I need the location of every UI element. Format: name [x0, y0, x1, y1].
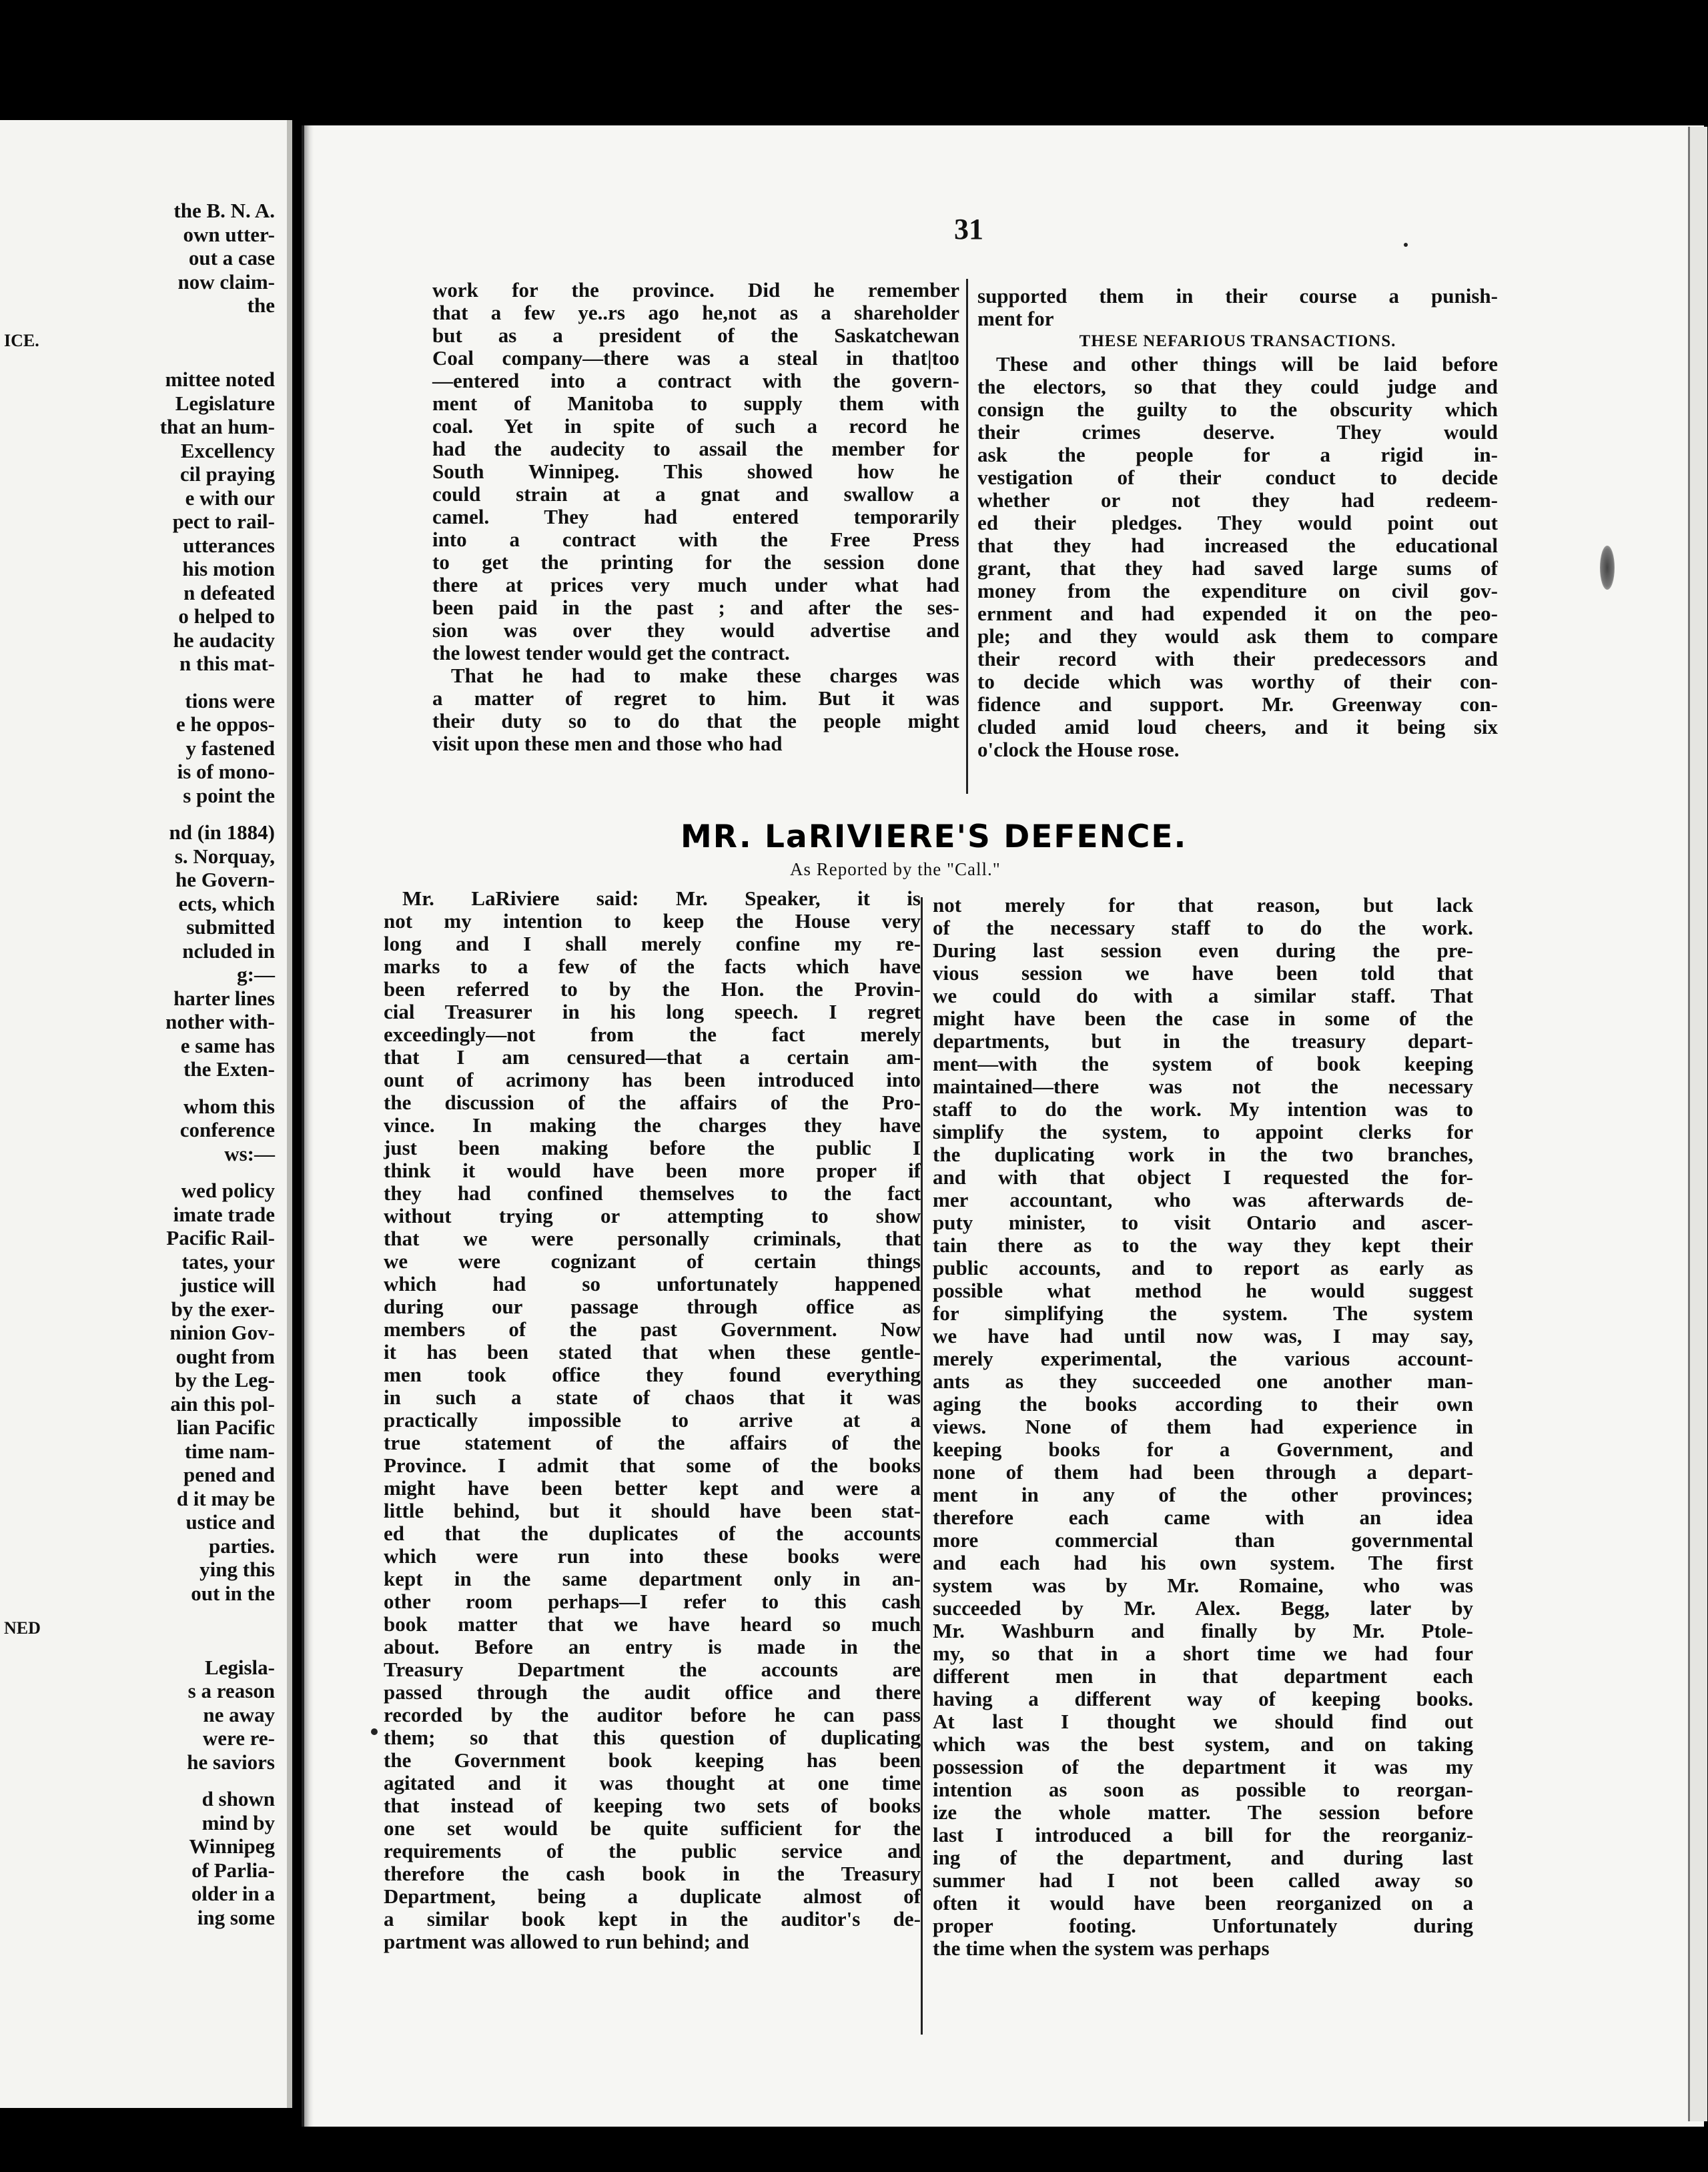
fragment-line: of Parlia- — [191, 1858, 275, 1882]
fragment-line: e same has — [180, 1033, 275, 1057]
fragment-line: the — [247, 294, 275, 317]
fragment-line: ain this pol- — [170, 1392, 275, 1416]
fragment-line: ws:— — [224, 1141, 275, 1165]
text-line: to decide which was worthy of their con- — [977, 670, 1498, 693]
text-line: agitated and it was thought at one time — [384, 1771, 921, 1794]
bottom-left-column — [384, 887, 921, 1953]
text-line: a similar book kept in the auditor's de- — [384, 1907, 921, 1931]
text-line: o'clock the House rose. — [977, 738, 1180, 761]
fragment-line: now claim- — [177, 269, 275, 294]
text-line: it has been stated that when these gentle- — [384, 1340, 921, 1364]
text-line: marks to a few of the facts which have — [384, 955, 921, 978]
text-line: That he had to make these charges was — [451, 664, 959, 687]
fragment-line: o helped to — [178, 604, 275, 628]
text-line: there at prices very much under what had — [432, 573, 959, 596]
fragment-line: ying this — [199, 1558, 275, 1581]
fragment-line: y fastened — [185, 736, 275, 760]
text-line: different men in that department each — [933, 1664, 1473, 1688]
fragment-line: Pacific Rail- — [166, 1226, 275, 1249]
fragment-line: by the exer- — [171, 1297, 275, 1321]
fragment-line: older in a — [191, 1882, 275, 1905]
fragment-line: out in the — [191, 1581, 275, 1605]
text-line: sion was over they would advertise and — [432, 618, 959, 642]
text-line: These and other things will be laid before — [996, 352, 1498, 376]
text-line: Coal company—there was a steal in that|too — [432, 346, 959, 370]
fragment-line: Legisla- — [204, 1655, 275, 1679]
fragment-line: nother with- — [165, 1010, 275, 1033]
fragment-line: by the Leg- — [175, 1368, 275, 1392]
text-line: the Government book keeping has been — [384, 1748, 921, 1772]
fragment-line: tions were — [185, 688, 275, 712]
text-line: which was the best system, and on taking — [933, 1732, 1473, 1756]
text-line: views. None of them had experience in — [933, 1415, 1473, 1438]
text-line: might have been the case in some of the — [933, 1007, 1473, 1030]
text-line: vious session we have been told that — [933, 961, 1473, 985]
text-line: the lowest tender would get the contract. — [432, 641, 790, 664]
fragment-line: lian Pacific — [176, 1416, 275, 1439]
text-line: ize the whole matter. The session before — [933, 1800, 1473, 1824]
text-line: maintained—there was not the necessary — [933, 1075, 1473, 1098]
text-line: therefore the cash book in the Treasury — [384, 1862, 921, 1885]
text-line: and each had his own system. The first — [933, 1551, 1473, 1574]
fragment-line: Winnipeg — [189, 1834, 275, 1858]
fragment-line: he audacity — [173, 628, 275, 652]
text-line: long and I shall merely confine my re- — [384, 932, 921, 955]
text-line: about. Before an entry is made in the — [384, 1635, 921, 1658]
text-line: cial Treasurer in his long speech. I regret — [384, 1000, 921, 1023]
fragment-line: imate trade — [173, 1202, 275, 1226]
text-line: little behind, but it should have been stat- — [384, 1499, 921, 1522]
text-line: the duplicating work in the two branches, — [933, 1143, 1473, 1166]
text-line: we could do with a similar staff. That — [933, 984, 1473, 1007]
text-line: one set would be quite sufficient for the — [384, 1816, 921, 1840]
text-line: camel. They had entered temporarily — [432, 505, 959, 528]
fragment-line: ought from — [175, 1344, 275, 1368]
text-line: that we were personally criminals, that — [384, 1227, 921, 1250]
fragment-line: tates, your — [181, 1249, 275, 1273]
fragment-line: n this mat- — [179, 652, 275, 675]
ink-dot — [371, 1728, 378, 1735]
text-line: ment for — [977, 307, 1054, 330]
fragment-line: mind by — [201, 1810, 275, 1834]
text-line: THESE NEFARIOUS TRANSACTIONS. — [1079, 332, 1396, 350]
text-line: ment of Manitoba to supply them with — [432, 392, 959, 415]
text-line: could strain at a gnat and swallow a — [432, 482, 959, 506]
fragment-line: he saviors — [187, 1750, 275, 1774]
column-rule-top — [966, 279, 968, 794]
text-line: my, so that in a short time we had four — [933, 1642, 1473, 1665]
fragment-line: were re- — [202, 1726, 275, 1750]
fragment-line: own utter- — [183, 222, 275, 246]
text-line: Province. I admit that some of the books — [384, 1454, 921, 1477]
text-line: Mr. LaRiviere said: Mr. Speaker, it is — [402, 887, 921, 910]
text-line: men took office they found everything — [384, 1363, 921, 1386]
fragment-line: pened and — [183, 1463, 275, 1486]
text-line: ple; and they would ask them to compare — [977, 624, 1498, 648]
article-byline: As Reported by the "Call." — [790, 859, 1001, 879]
text-line: ount of acrimony has been introduced into — [384, 1068, 921, 1091]
fragment-line: ncluded in — [182, 939, 275, 963]
top-left-column — [432, 279, 959, 755]
fragment-line: the Exten- — [183, 1057, 275, 1081]
fragment-line: s a reason — [187, 1679, 275, 1702]
text-line: without trying or attempting to show — [384, 1204, 921, 1227]
text-line: just been making before the public I — [384, 1136, 921, 1159]
text-line: that they had increased the educational — [977, 534, 1498, 557]
fragment-line: conference — [179, 1118, 275, 1141]
text-line: kept in the same department only in an- — [384, 1567, 921, 1590]
top-right-column — [977, 285, 1498, 761]
text-line: requirements of the public service and — [384, 1839, 921, 1862]
text-line: ernment and had expended it on the peo- — [977, 602, 1498, 625]
fragment-line: utterances — [183, 533, 275, 557]
fragment-line: his motion — [182, 557, 275, 580]
text-line: to get the printing for the session done — [432, 550, 959, 574]
fragment-line: the B. N. A. — [173, 199, 275, 222]
text-line: tain there as to the way they kept their — [933, 1233, 1473, 1257]
text-line: recorded by the auditor before he can pass — [384, 1703, 921, 1726]
text-line: At last I thought we should find out — [933, 1710, 1473, 1733]
text-line: had the audecity to assail the member for — [432, 437, 959, 460]
fragment-line: nd (in 1884) — [169, 821, 275, 844]
fragment-line: that an hum- — [159, 415, 275, 438]
text-line: aging the books according to their own — [933, 1392, 1473, 1416]
text-line: which were run into these books were — [384, 1544, 921, 1568]
text-line: their duty so to do that the people might — [432, 709, 959, 732]
text-line: ask the people for a rigid in- — [977, 443, 1498, 466]
text-line: that a few ye..rs ago he,not as a shareholder — [432, 301, 959, 324]
text-line: supported them in their course a punish- — [977, 284, 1498, 308]
text-line: ment—with the system of book keeping — [933, 1052, 1473, 1075]
text-line: South Winnipeg. This showed how he — [432, 460, 959, 483]
text-line: coal. Yet in spite of such a record he — [432, 414, 959, 438]
text-line: of the necessary staff to do the work. — [933, 916, 1473, 939]
text-line: staff to do the work. My intention was to — [933, 1097, 1473, 1121]
fragment-line: Excellency — [180, 438, 275, 462]
fragment-line: time nam- — [184, 1439, 275, 1463]
text-line: more commercial than governmental — [933, 1528, 1473, 1552]
text-line: During last session even during the pre- — [933, 939, 1473, 962]
text-line: simplify the system, to appoint clerks for — [933, 1120, 1473, 1143]
page-edge — [1688, 127, 1707, 2121]
column-rule-bottom — [921, 897, 923, 2035]
text-line: them; so that this question of duplicating — [384, 1726, 921, 1749]
fragment-line: justice will — [179, 1273, 275, 1297]
fragment-line: n defeated — [183, 580, 275, 604]
fragment-line: ing some — [197, 1905, 275, 1929]
text-line: that I am censured—that a certain am- — [384, 1045, 921, 1069]
text-line: book matter that we have heard so much — [384, 1612, 921, 1636]
text-line: cluded amid loud cheers, and it being six — [977, 715, 1498, 738]
fragment-line: d shown — [201, 1787, 275, 1810]
text-line: none of them had been through a depart- — [933, 1460, 1473, 1484]
text-line: been referred to by the Hon. the Provin- — [384, 977, 921, 1001]
text-line: Treasury Department the accounts are — [384, 1658, 921, 1681]
fragment-line: wed policy — [181, 1179, 275, 1202]
text-line: therefore each came with an idea — [933, 1506, 1473, 1529]
text-line: partment was allowed to run behind; and — [384, 1930, 749, 1953]
text-line: ants as they succeeded one another man- — [933, 1370, 1473, 1393]
text-line: which had so unfortunately happened — [384, 1272, 921, 1295]
text-line: their record with their predecessors and — [977, 647, 1498, 670]
text-line: we were cognizant of certain things — [384, 1249, 921, 1273]
text-line: proper footing. Unfortunately during — [933, 1914, 1473, 1937]
fragment-line: ustice and — [185, 1510, 275, 1534]
text-line: Mr. Washburn and finally by Mr. Ptole- — [933, 1619, 1473, 1642]
text-line: the discussion of the affairs of the Pro- — [384, 1091, 921, 1114]
fragment-line: pect to rail- — [172, 510, 275, 533]
text-line: vestigation of their conduct to decide — [977, 466, 1498, 489]
margin-smudge — [1600, 546, 1615, 590]
text-line: —entered into a contract with the govern- — [432, 369, 959, 392]
fragment-line: NED — [4, 1618, 41, 1638]
text-line: grant, that they had saved large sums of — [977, 556, 1498, 580]
text-line: money from the expenditure on civil gov- — [977, 579, 1498, 602]
text-line: vince. In making the charges they have — [384, 1113, 921, 1137]
article-headline: MR. LaRIVIERE'S DEFENCE. — [681, 819, 1188, 855]
text-line: often it would have been reorganized on a — [933, 1891, 1473, 1915]
text-line: mer accountant, who was afterwards de- — [933, 1188, 1473, 1211]
text-line: their crimes deserve. They would — [977, 420, 1498, 444]
text-line: passed through the audit office and there — [384, 1680, 921, 1704]
text-line: not my intention to keep the House very — [384, 909, 921, 933]
text-line: they had confined themselves to the fact — [384, 1181, 921, 1205]
text-line: having a different way of keeping books. — [933, 1687, 1473, 1710]
fragment-line: g:— — [237, 963, 275, 986]
text-line: puty minister, to visit Ontario and ascer- — [933, 1211, 1473, 1234]
text-line: the electors, so that they could judge and — [977, 375, 1498, 398]
text-line: ed that the duplicates of the accounts — [384, 1522, 921, 1545]
fragment-line: s point the — [183, 783, 275, 807]
text-line: succeeded by Mr. Alex. Begg, later by — [933, 1596, 1473, 1620]
text-line: we have had until now was, I may say, — [933, 1324, 1473, 1347]
text-line: whether or not they had redeem- — [977, 488, 1498, 512]
text-line: ing of the department, and during last — [933, 1846, 1473, 1869]
text-line: possession of the department it was my — [933, 1755, 1473, 1778]
fragment-line: parties. — [208, 1534, 275, 1558]
fragment-line: whom this — [183, 1094, 275, 1118]
text-line: ed their pledges. They would point out — [977, 511, 1498, 534]
text-line: merely experimental, the various account- — [933, 1347, 1473, 1370]
text-line: not merely for that reason, but lack — [933, 893, 1473, 917]
fragment-line: cil praying — [179, 462, 275, 486]
fragment-line: ne away — [203, 1702, 275, 1726]
fragment-line: Legislature — [175, 391, 275, 415]
text-line: departments, but in the treasury depart- — [933, 1029, 1473, 1053]
fragment-line: e he oppos- — [175, 712, 275, 736]
fragment-line: ninion Gov- — [169, 1321, 275, 1344]
text-line: Department, being a duplicate almost of — [384, 1884, 921, 1908]
text-line: system was by Mr. Romaine, who was — [933, 1574, 1473, 1597]
text-line: and with that object I requested the for- — [933, 1165, 1473, 1189]
fragment-line: harter lines — [173, 986, 275, 1010]
fragment-line: is of mono- — [177, 760, 275, 783]
ink-dot — [1404, 243, 1408, 247]
fragment-line: ICE. — [4, 330, 39, 350]
text-line: public accounts, and to report as early as — [933, 1256, 1473, 1279]
text-line: members of the past Government. Now — [384, 1317, 921, 1341]
text-line: summer had I not been called away so — [933, 1868, 1473, 1892]
text-line: other room perhaps—I refer to this cash — [384, 1590, 921, 1613]
text-line: been paid in the past ; and after the ses- — [432, 596, 959, 619]
fragment-line: submitted — [186, 915, 275, 939]
bottom-right-column — [933, 894, 1473, 1960]
fragment-line: mittee noted — [165, 368, 275, 391]
text-line: fidence and support. Mr. Greenway con- — [977, 692, 1498, 716]
fragment-line: d it may be — [176, 1486, 275, 1510]
page-number: 31 — [954, 213, 983, 245]
text-line: last I introduced a bill for the reorganiz- — [933, 1823, 1473, 1846]
fragment-line: e with our — [185, 486, 275, 510]
text-line: work for the province. Did he remember — [432, 278, 959, 302]
text-line: practically impossible to arrive at a — [384, 1408, 921, 1432]
text-line: possible what method he would suggest — [933, 1279, 1473, 1302]
text-line: ment in any of the other provinces; — [933, 1483, 1473, 1506]
text-line: that instead of keeping two sets of books — [384, 1794, 921, 1817]
text-line: into a contract with the Free Press — [432, 528, 959, 551]
text-line: in such a state of chaos that it was — [384, 1386, 921, 1409]
text-line: a matter of regret to him. But it was — [432, 686, 959, 710]
fragment-line: s. Norquay, — [174, 844, 275, 868]
previous-page-fragment — [0, 120, 292, 2108]
text-line: exceedingly—not from the fact merely — [384, 1023, 921, 1046]
text-line: might have been better kept and were a — [384, 1476, 921, 1500]
text-line: for simplifying the system. The system — [933, 1301, 1473, 1325]
fragment-line: out a case — [188, 246, 275, 269]
text-line: intention as soon as possible to reorgan- — [933, 1778, 1473, 1801]
fragment-line: ects, which — [178, 891, 275, 915]
text-line: keeping books for a Government, and — [933, 1438, 1473, 1461]
text-line: true statement of the affairs of the — [384, 1431, 921, 1454]
text-line: visit upon these men and those who had — [432, 732, 783, 755]
text-line: think it would have been more proper if — [384, 1159, 921, 1182]
text-line: consign the guilty to the obscurity which — [977, 398, 1498, 421]
text-line: but as a president of the Saskatchewan — [432, 324, 959, 347]
text-line: the time when the system was perhaps — [933, 1937, 1270, 1960]
text-line: during our passage through office as — [384, 1295, 921, 1318]
fragment-line: he Govern- — [175, 868, 275, 891]
